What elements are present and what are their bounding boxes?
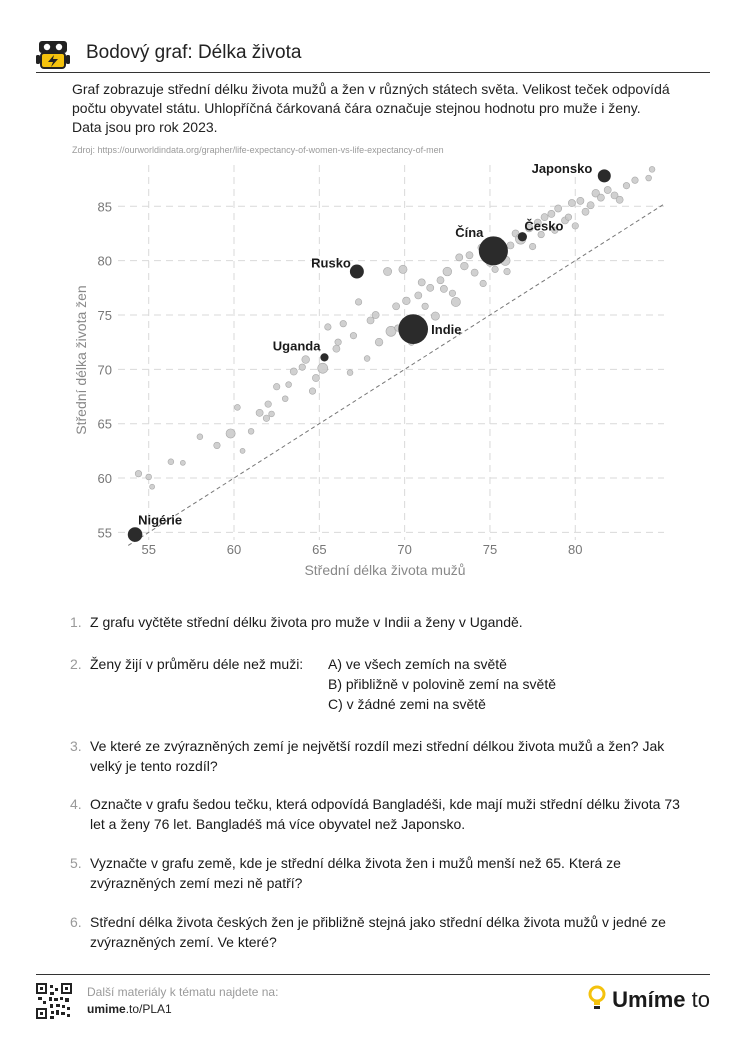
country-point [399,265,407,273]
country-point [443,267,452,276]
y-tick-label: 65 [97,416,112,432]
highlighted-country-labels [138,161,592,528]
country-point [168,459,174,465]
country-point [597,194,604,201]
country-point [418,279,425,286]
country-point [548,210,555,217]
country-point [226,429,235,438]
task-number: 4. [70,796,82,812]
scatter-chart [0,150,745,590]
country-point [340,320,347,327]
highlighted-point [320,353,328,361]
country-point [449,290,456,297]
country-point [466,252,473,259]
country-point [150,484,155,489]
task-options [328,654,556,714]
country-point [269,411,275,417]
highlighted-point [398,314,428,344]
equal-reference-line [128,204,664,545]
option-b: B) přibližně v polovině zemí na světě [328,676,556,692]
highlighted-label: Japonsko [531,160,593,176]
page-title: Bodový graf: Délka života [86,42,302,63]
country-point [393,303,400,310]
country-point [372,311,379,318]
y-tick-label: 85 [97,199,112,215]
country-point [471,269,478,276]
country-point [240,448,245,453]
country-point [632,177,639,184]
country-point [504,268,511,275]
highlighted-point [598,169,611,182]
highlighted-point [128,527,143,542]
x-axis-label: Střední délka života mužů [304,562,466,578]
chart-grid [118,165,664,540]
country-point [415,292,422,299]
country-point [265,401,272,408]
country-point [290,368,297,375]
task-text: Označte v grafu šedou tečku, která odpovídá Bangladéši, kde mají muži střední délku života 73 let a ženy 76 let. Bangladéš má více obyvatel než Japonsko. [90,796,680,832]
y-tick-label: 80 [97,253,112,269]
brand-bold: Umíme [612,987,686,1012]
country-point [577,197,584,204]
country-point [529,243,536,250]
x-tick-label: 80 [568,542,583,557]
page-footer [36,974,710,1035]
y-tick-label: 75 [97,308,112,323]
country-point [282,396,288,402]
highlighted-label: Uganda [272,338,321,354]
country-point [256,409,263,416]
country-point [302,356,310,364]
other-country-points [135,166,655,489]
country-point [431,312,439,320]
footer-link-rest: .to/PLA1 [125,1002,172,1016]
task-text: Střední délka života českých žen je přibližně stejná jako střední délka života mužů v jedné ze zvýrazněných zemí. Ve které? [90,914,666,950]
task-number: 3. [70,738,82,754]
country-point [427,284,434,291]
y-tick-label: 70 [97,362,112,378]
task-text: Ženy žijí v průměru déle než muži: [90,656,304,672]
intro-text: Graf zobrazuje střední délku života mužů a žen v různých státech světa. Velikost teček odpovídá počtu obyvatel státu. Uhlopříčná čárkovaná čára označuje stejnou hodnotu pro muže i ženy. Data jsou pro rok 2023. [72,81,670,135]
option-a: A) ve všech zemích na světě [328,656,507,672]
country-point [375,338,383,346]
x-tick-label: 65 [312,542,327,557]
country-point [347,370,353,376]
country-point [263,415,270,422]
task-text: Ve které ze zvýrazněných zemí je největší rozdíl mezi střední délkou života mužů a žen? Jak velký je tento rozdíl? [90,738,665,774]
country-point [422,303,429,310]
highlighted-label: Indie [431,322,462,338]
country-point [325,324,332,331]
country-point [350,332,357,339]
task-text: Vyznačte v grafu země, kde je střední délka života žen i mužů menší než 65. Která ze zvýrazněných zemí mezi ně patří? [90,855,621,891]
y-axis-label: Střední délka života žen [73,285,89,435]
country-point [649,166,655,172]
page-header [36,38,710,73]
country-point [367,317,374,324]
country-point [507,242,514,249]
country-point [335,339,342,346]
country-point [403,297,411,305]
country-point [318,363,328,373]
country-point [355,299,362,306]
brand-rest: to [685,987,710,1012]
footer-link-bold: umime [87,1002,126,1016]
task-number: 2. [70,656,82,672]
country-point [214,442,221,449]
option-c: C) v žádné zemi na světě [328,696,486,712]
country-point [456,254,463,261]
source-note: Zdroj: https://ourworldindata.org/grapher/life-expectancy-of-women-vs-life-expectancy-of-men [72,145,444,155]
country-point [273,383,280,390]
country-point [286,382,292,388]
country-point [364,356,370,362]
qr-code-icon[interactable] [36,983,72,1019]
country-point [616,196,623,203]
country-point [248,428,254,434]
country-point [451,297,460,306]
country-point [587,202,594,209]
country-point [572,223,579,230]
highlighted-point [479,236,508,265]
footer-link[interactable] [87,1002,172,1016]
x-tick-label: 70 [397,542,412,557]
lightbulb-icon [588,985,606,1011]
highlighted-label: Nigérie [138,512,183,528]
country-point [299,364,306,371]
task-text: Z grafu vyčtěte střední délku života pro muže v Indii a ženy v Ugandě. [90,614,523,630]
country-point [582,208,589,215]
brand-logo [588,985,710,1013]
country-point [146,474,152,480]
x-tick-label: 75 [482,542,498,557]
task-number: 1. [70,614,82,630]
y-tick-label: 60 [97,471,112,487]
country-point [568,199,575,206]
x-tick-label: 60 [226,542,242,557]
country-point [180,460,185,465]
country-point [461,262,469,270]
country-point [333,345,340,352]
country-point [235,404,241,410]
robot-logo-icon [36,38,70,70]
country-point [312,374,319,381]
country-point [135,470,142,477]
task-number: 6. [70,914,82,930]
x-tick-labels [141,542,582,557]
x-tick-label: 55 [141,542,156,557]
country-point [646,175,652,181]
country-point [623,182,630,189]
country-point [309,388,316,395]
country-point [480,280,487,287]
country-point [604,186,611,193]
country-point [437,277,444,284]
country-point [565,214,572,221]
country-point [440,285,447,292]
country-point [492,266,499,273]
task-number: 5. [70,855,82,871]
country-point [197,434,203,440]
y-tick-labels [98,199,112,540]
country-point [555,205,562,212]
highlighted-point [350,265,364,279]
highlighted-label: Čína [455,224,484,240]
highlighted-label: Česko [524,218,564,234]
country-point [383,267,391,275]
footer-label: Další materiály k tématu najdete na: [87,985,279,999]
y-tick-label: 55 [97,525,112,541]
highlighted-label: Rusko [311,255,351,271]
